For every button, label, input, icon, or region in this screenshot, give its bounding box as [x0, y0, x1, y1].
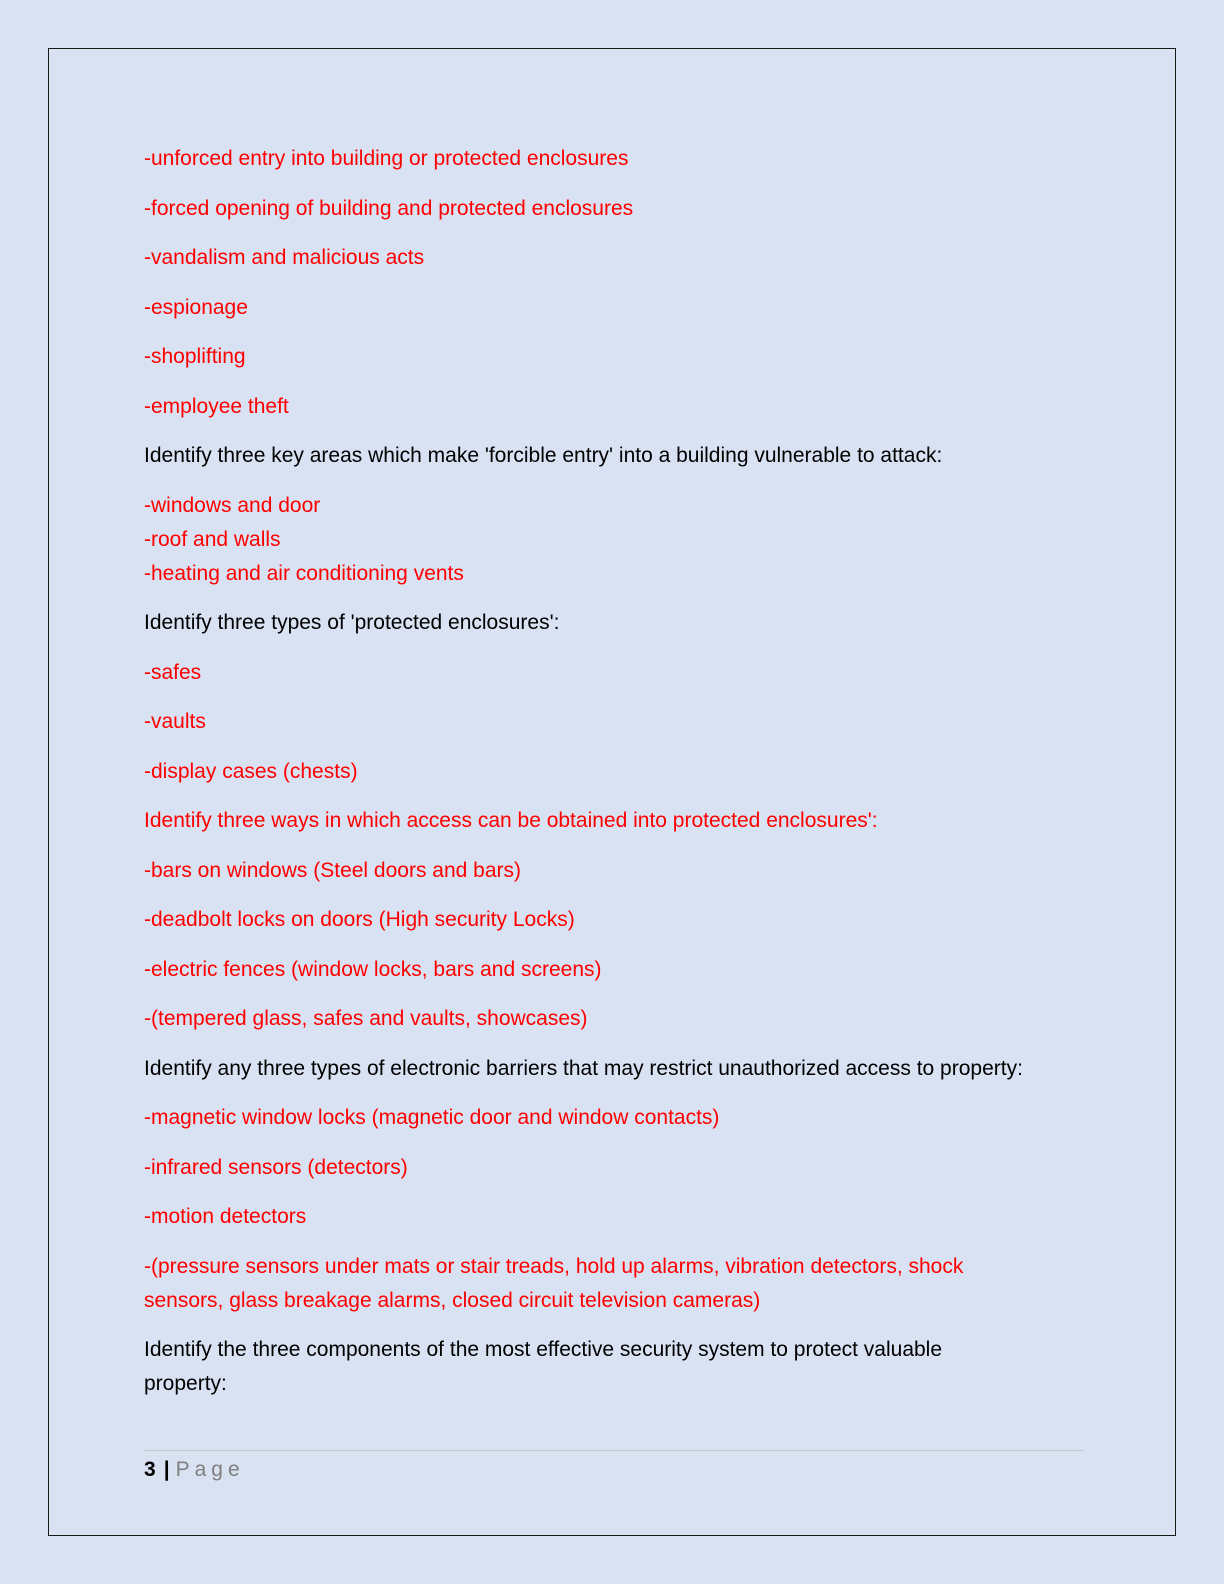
text-line: -display cases (chests)	[144, 759, 358, 783]
answer-paragraph	[144, 1151, 1084, 1185]
text-line: Identify the three components of the most effective security system to protect valuable	[144, 1338, 943, 1361]
text-line: sensors, glass breakage alarms, closed circuit television cameras)	[144, 1288, 761, 1312]
text-line: property:	[144, 1372, 227, 1395]
text-line: -windows and door	[144, 493, 321, 517]
answer-paragraph	[144, 854, 1084, 888]
answer-paragraph	[144, 1101, 1084, 1135]
text-line: -espionage	[144, 295, 248, 319]
question-paragraph	[144, 439, 1084, 473]
text-line: -employee theft	[144, 394, 289, 418]
text-line: -vandalism and malicious acts	[144, 246, 425, 269]
answer-paragraph	[144, 705, 1084, 739]
text-line: -(tempered glass, safes and vaults, showcases)	[144, 1007, 588, 1030]
answer-paragraph	[144, 241, 1084, 275]
answer-paragraph	[144, 1002, 1084, 1036]
text-line: -shoplifting	[144, 345, 246, 368]
question-paragraph	[144, 1052, 1084, 1086]
text-line: -bars on windows (Steel doors and bars)	[144, 858, 522, 882]
text-line: -deadbolt locks on doors (High security Locks)	[144, 908, 575, 931]
footer-divider	[144, 1450, 1084, 1451]
text-line: Identify three key areas which make 'forcible entry' into a building vulnerable to attack:	[144, 444, 943, 467]
answer-paragraph	[144, 953, 1084, 987]
text-line: -motion detectors	[144, 1205, 307, 1228]
text-line: -heating and air conditioning vents	[144, 561, 464, 585]
text-line: Identify three ways in which access can be obtained into protected enclosures':	[144, 809, 878, 832]
answer-paragraph	[144, 903, 1084, 937]
text-line: -unforced entry into building or protected enclosures	[144, 147, 629, 170]
text-line: -safes	[144, 660, 202, 684]
answer-paragraph	[144, 291, 1084, 325]
text-line: -roof and walls	[144, 527, 281, 551]
answer-paragraph	[144, 755, 1084, 789]
answer-paragraph	[144, 1200, 1084, 1234]
footer-separator: |	[163, 1458, 170, 1481]
text-line: -(pressure sensors under mats or stair treads, hold up alarms, vibration detectors, shock	[144, 1254, 964, 1278]
text-line: -electric fences (window locks, bars and screens)	[144, 957, 602, 981]
text-line: -magnetic window locks (magnetic door and window contacts)	[144, 1106, 720, 1129]
answer-paragraph	[144, 142, 1084, 176]
question-paragraph	[144, 1333, 1084, 1401]
answer-paragraph	[144, 192, 1084, 226]
page-label: Page	[175, 1458, 245, 1481]
text-line: -forced opening of building and protected enclosures	[144, 196, 634, 220]
answer-paragraph	[144, 390, 1084, 424]
document-body	[144, 142, 1084, 1417]
page-footer	[144, 1455, 245, 1485]
answer-paragraph	[144, 656, 1084, 690]
question-paragraph	[144, 606, 1084, 640]
text-line: -infrared sensors (detectors)	[144, 1155, 408, 1179]
text-line: -vaults	[144, 710, 206, 733]
text-line: Identify any three types of electronic barriers that may restrict unauthorized access to property:	[144, 1056, 1023, 1080]
answer-paragraph	[144, 489, 1084, 591]
text-line: Identify three types of 'protected enclosures':	[144, 611, 560, 634]
answer-paragraph	[144, 340, 1084, 374]
page-number: 3	[144, 1458, 156, 1481]
answer-paragraph	[144, 804, 1084, 838]
answer-paragraph	[144, 1250, 1084, 1318]
